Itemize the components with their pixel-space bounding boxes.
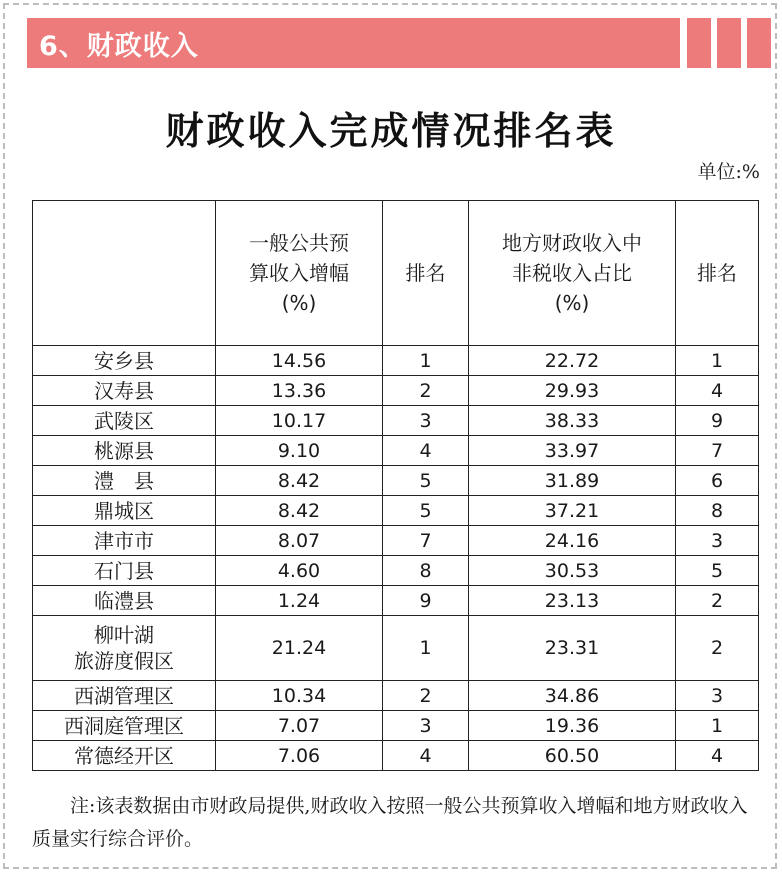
nontax-ratio: 29.93 bbox=[469, 376, 676, 406]
growth-rank: 3 bbox=[383, 711, 469, 741]
region-name: 西湖管理区 bbox=[33, 681, 216, 711]
banner-stripe bbox=[687, 18, 711, 68]
region-name: 津市市 bbox=[33, 526, 216, 556]
table-row bbox=[33, 681, 759, 711]
budget-growth: 14.56 bbox=[216, 346, 383, 376]
budget-growth: 10.17 bbox=[216, 406, 383, 436]
region-name: 西洞庭管理区 bbox=[33, 711, 216, 741]
nontax-ratio: 30.53 bbox=[469, 556, 676, 586]
budget-growth: 7.06 bbox=[216, 741, 383, 771]
table-row bbox=[33, 616, 759, 681]
growth-rank: 2 bbox=[383, 681, 469, 711]
nontax-ratio: 23.31 bbox=[469, 616, 676, 681]
table-row bbox=[33, 526, 759, 556]
ratio-rank: 9 bbox=[676, 406, 759, 436]
nontax-ratio: 37.21 bbox=[469, 496, 676, 526]
growth-rank: 5 bbox=[383, 466, 469, 496]
region-name: 常德经开区 bbox=[33, 741, 216, 771]
region-name: 澧 县 bbox=[33, 466, 216, 496]
region-name: 石门县 bbox=[33, 556, 216, 586]
nontax-ratio: 23.13 bbox=[469, 586, 676, 616]
table-row bbox=[33, 556, 759, 586]
nontax-ratio: 19.36 bbox=[469, 711, 676, 741]
banner-stripe bbox=[717, 18, 741, 68]
ratio-rank: 2 bbox=[676, 616, 759, 681]
ratio-rank: 3 bbox=[676, 681, 759, 711]
ratio-rank: 8 bbox=[676, 496, 759, 526]
header-budget-growth: 一般公共预 算收入增幅 (%) bbox=[216, 201, 383, 346]
growth-rank: 9 bbox=[383, 586, 469, 616]
table-row bbox=[33, 496, 759, 526]
header-nontax-ratio: 地方财政收入中 非税收入占比 (%) bbox=[469, 201, 676, 346]
ratio-rank: 3 bbox=[676, 526, 759, 556]
header-region bbox=[33, 201, 216, 346]
nontax-ratio: 38.33 bbox=[469, 406, 676, 436]
ratio-rank: 7 bbox=[676, 436, 759, 466]
table-row bbox=[33, 741, 759, 771]
ratio-rank: 4 bbox=[676, 741, 759, 771]
table-row bbox=[33, 466, 759, 496]
ratio-rank: 1 bbox=[676, 346, 759, 376]
region-name: 桃源县 bbox=[33, 436, 216, 466]
region-name: 武陵区 bbox=[33, 406, 216, 436]
region-name: 鼎城区 bbox=[33, 496, 216, 526]
nontax-ratio: 34.86 bbox=[469, 681, 676, 711]
ratio-rank: 2 bbox=[676, 586, 759, 616]
budget-growth: 8.07 bbox=[216, 526, 383, 556]
budget-growth: 1.24 bbox=[216, 586, 383, 616]
growth-rank: 1 bbox=[383, 346, 469, 376]
growth-rank: 7 bbox=[383, 526, 469, 556]
region-name-line: 柳叶湖 bbox=[94, 623, 154, 647]
budget-growth: 4.60 bbox=[216, 556, 383, 586]
ratio-rank: 1 bbox=[676, 711, 759, 741]
nontax-ratio: 60.50 bbox=[469, 741, 676, 771]
table-header-row bbox=[33, 201, 759, 346]
ranking-table bbox=[32, 200, 759, 771]
growth-rank: 8 bbox=[383, 556, 469, 586]
budget-growth: 8.42 bbox=[216, 496, 383, 526]
table-row bbox=[33, 436, 759, 466]
growth-rank: 3 bbox=[383, 406, 469, 436]
region-name: 汉寿县 bbox=[33, 376, 216, 406]
budget-growth: 8.42 bbox=[216, 466, 383, 496]
table-row bbox=[33, 586, 759, 616]
ratio-rank: 4 bbox=[676, 376, 759, 406]
banner-stripe bbox=[747, 18, 771, 68]
header-rank-2: 排名 bbox=[676, 201, 759, 346]
budget-growth: 21.24 bbox=[216, 616, 383, 681]
table-row bbox=[33, 346, 759, 376]
section-title: 6、财政收入 bbox=[39, 30, 199, 62]
table-row bbox=[33, 376, 759, 406]
region-name: 临澧县 bbox=[33, 586, 216, 616]
region-name: 安乡县 bbox=[33, 346, 216, 376]
unit-label: 单位:% bbox=[697, 161, 760, 183]
ratio-rank: 6 bbox=[676, 466, 759, 496]
header-rank-1: 排名 bbox=[383, 201, 469, 346]
nontax-ratio: 24.16 bbox=[469, 526, 676, 556]
table-title: 财政收入完成情况排名表 bbox=[165, 108, 617, 153]
region-name bbox=[33, 616, 216, 681]
budget-growth: 13.36 bbox=[216, 376, 383, 406]
budget-growth: 9.10 bbox=[216, 436, 383, 466]
growth-rank: 2 bbox=[383, 376, 469, 406]
ratio-rank: 5 bbox=[676, 556, 759, 586]
growth-rank: 4 bbox=[383, 741, 469, 771]
budget-growth: 10.34 bbox=[216, 681, 383, 711]
nontax-ratio: 22.72 bbox=[469, 346, 676, 376]
footnote: 注:该表数据由市财政局提供,财政收入按照一般公共预算收入增幅和地方财政收入质量实行综合评价。 bbox=[32, 795, 748, 850]
table-row bbox=[33, 406, 759, 436]
budget-growth: 7.07 bbox=[216, 711, 383, 741]
nontax-ratio: 33.97 bbox=[469, 436, 676, 466]
table-row bbox=[33, 711, 759, 741]
growth-rank: 5 bbox=[383, 496, 469, 526]
growth-rank: 1 bbox=[383, 616, 469, 681]
nontax-ratio: 31.89 bbox=[469, 466, 676, 496]
growth-rank: 4 bbox=[383, 436, 469, 466]
region-name-line: 旅游度假区 bbox=[74, 649, 174, 673]
section-banner bbox=[27, 18, 680, 68]
